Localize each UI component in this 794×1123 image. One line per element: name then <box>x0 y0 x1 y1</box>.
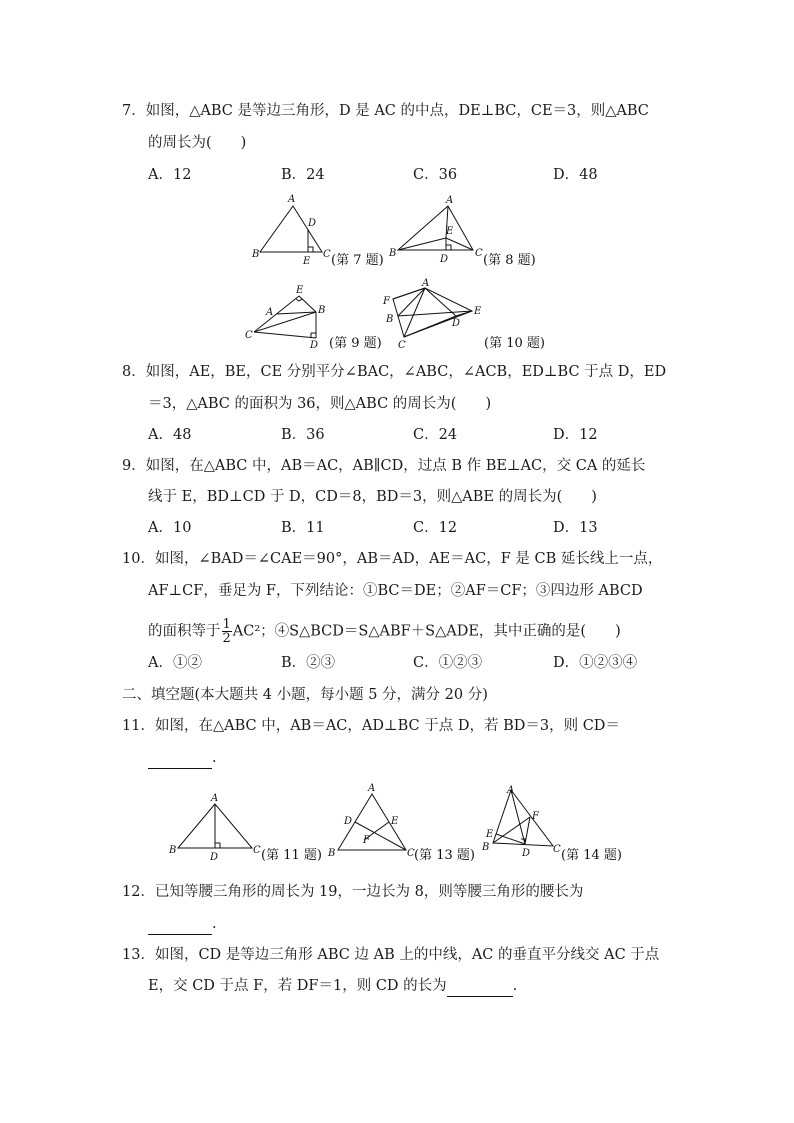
q10-line3-post: AC²；④S△BCD＝S△ABF＋S△ADE，其中正确的是( ) <box>232 623 621 640</box>
q8-option-b: B．36 <box>281 427 325 443</box>
q10-fraction-denominator: 2 <box>222 631 231 646</box>
f14-label-e: E <box>486 829 494 840</box>
f13-label-c: C <box>407 848 415 859</box>
q10-text-line2: AF⊥CF，垂足为 F，下列结论：①BC＝DE；②AF＝CF；③四边形 ABCD <box>148 583 643 599</box>
q8-text-line2: ＝3，△ABC 的面积为 36，则△ABC 的周长为( ) <box>148 396 492 412</box>
q12-period: . <box>212 916 217 932</box>
q9-option-d: D．13 <box>553 520 598 536</box>
q10-option-c: C．①②③ <box>413 655 483 671</box>
f11-label-b: B <box>169 845 177 856</box>
f8-label-e: E <box>446 226 454 237</box>
f14-label-c: C <box>553 844 561 855</box>
f8-label-d: D <box>440 254 449 265</box>
f14-caption: (第 14 题) <box>561 848 622 863</box>
q12-text-line2 <box>148 914 217 935</box>
f9-label-c: C <box>245 330 253 341</box>
f11-label-d: D <box>210 852 219 863</box>
q10-line3-pre: 的面积等于 <box>148 623 221 640</box>
f13-caption: (第 13 题) <box>414 848 475 863</box>
q10-option-a: A．①② <box>148 655 202 671</box>
f8-caption: (第 8 题) <box>483 253 536 268</box>
q10-text-line1: 10．如图，∠BAD＝∠CAE＝90°，AB＝AD，AE＝AC，F 是 CB 延长线上一点， <box>122 551 663 567</box>
q8-option-a: A．48 <box>148 427 192 443</box>
q9-option-c: C．12 <box>413 520 458 536</box>
q13-period: . <box>512 978 518 994</box>
q9-option-a: A．10 <box>148 520 192 536</box>
q13-text-line1: 13．如图，CD 是等边三角形 ABC 边 AB 上的中线，AC 的垂直平分线交 AC 于点 <box>122 947 660 963</box>
q11-period: . <box>212 750 217 766</box>
q13-text-line2 <box>148 976 517 997</box>
f10-label-f: F <box>383 296 390 307</box>
f13-label-d: D <box>344 816 353 827</box>
section-heading: 二、填空题(本大题共 4 小题，每小题 5 分，满分 20 分) <box>122 687 488 703</box>
f11-label-c: C <box>253 845 261 856</box>
q7-text-line2: 的周长为( ) <box>148 135 247 151</box>
f13-label-e: E <box>391 816 399 827</box>
f7-label-e: E <box>303 256 311 267</box>
f10-label-a: A <box>422 278 430 289</box>
f10-label-d: D <box>452 318 461 329</box>
f7-label-d: D <box>308 218 317 229</box>
q9-text-line2: 线于 E，BD⊥CD 于 D，CD＝8，BD＝3，则△ABE 的周长为( ) <box>148 489 597 505</box>
q7-option-c: C．36 <box>413 167 458 183</box>
q13-answer-blank[interactable] <box>447 976 513 997</box>
f8-label-b: B <box>389 248 397 259</box>
f8-label-a: A <box>446 195 454 206</box>
q8-option-c: C．24 <box>413 427 458 443</box>
f9-label-d: D <box>310 340 319 351</box>
q7-option-a: A．12 <box>148 167 192 183</box>
q8-text-line1: 8．如图，AE，BE，CE 分别平分∠BAC，∠ABC，∠ACB，ED⊥BC 于点 D，ED <box>122 364 667 380</box>
f9-label-a: A <box>266 307 274 318</box>
q10-option-b: B．②③ <box>281 655 336 671</box>
f7-label-c: C <box>323 249 331 260</box>
f7-label-b: B <box>252 249 260 260</box>
q10-fraction-numerator: 1 <box>222 617 231 632</box>
f11-label-a: A <box>211 793 219 804</box>
f14-label-f: F <box>532 811 539 822</box>
q13-line2-pre: E，交 CD 于点 F，若 DF＝1，则 CD 的长为 <box>148 978 447 994</box>
f10-label-b: B <box>386 314 394 325</box>
f10-label-c: C <box>398 340 406 351</box>
f13-label-f: F <box>363 835 370 846</box>
f14-label-d: D <box>522 848 531 859</box>
f9-label-e: E <box>296 285 304 296</box>
q7-option-d: D．48 <box>553 167 598 183</box>
f13-label-b: B <box>328 848 336 859</box>
q9-text-line1: 9．如图，在△ABC 中，AB＝AC，AB∥CD，过点 B 作 BE⊥AC，交 CA 的延长 <box>122 458 646 474</box>
f10-caption: (第 10 题) <box>484 336 545 351</box>
f14-label-b: B <box>482 842 490 853</box>
f9-caption: (第 9 题) <box>329 336 382 351</box>
f11-caption: (第 11 题) <box>261 848 322 863</box>
f14-label-a: A <box>507 785 515 796</box>
f10-label-e: E <box>474 306 482 317</box>
q7-text-line1: 7．如图，△ABC 是等边三角形，D 是 AC 的中点，DE⊥BC，CE＝3，则△ABC <box>122 103 649 119</box>
q12-text-line1: 12．已知等腰三角形的周长为 19，一边长为 8，则等腰三角形的腰长为 <box>122 884 584 900</box>
f13-label-a: A <box>368 783 376 794</box>
q9-option-b: B．11 <box>281 520 325 536</box>
q7-option-b: B．24 <box>281 167 325 183</box>
q10-option-d: D．①②③④ <box>553 655 638 671</box>
q8-option-d: D．12 <box>553 427 598 443</box>
f8-label-c: C <box>475 248 483 259</box>
q12-answer-blank[interactable] <box>148 914 212 935</box>
q11-text-line1: 11．如图，在△ABC 中，AB＝AC，AD⊥BC 于点 D，若 BD＝3，则 CD＝ <box>122 718 620 734</box>
f7-caption: (第 7 题) <box>331 253 384 268</box>
f7-label-a: A <box>288 194 296 205</box>
f9-label-b: B <box>318 305 326 316</box>
